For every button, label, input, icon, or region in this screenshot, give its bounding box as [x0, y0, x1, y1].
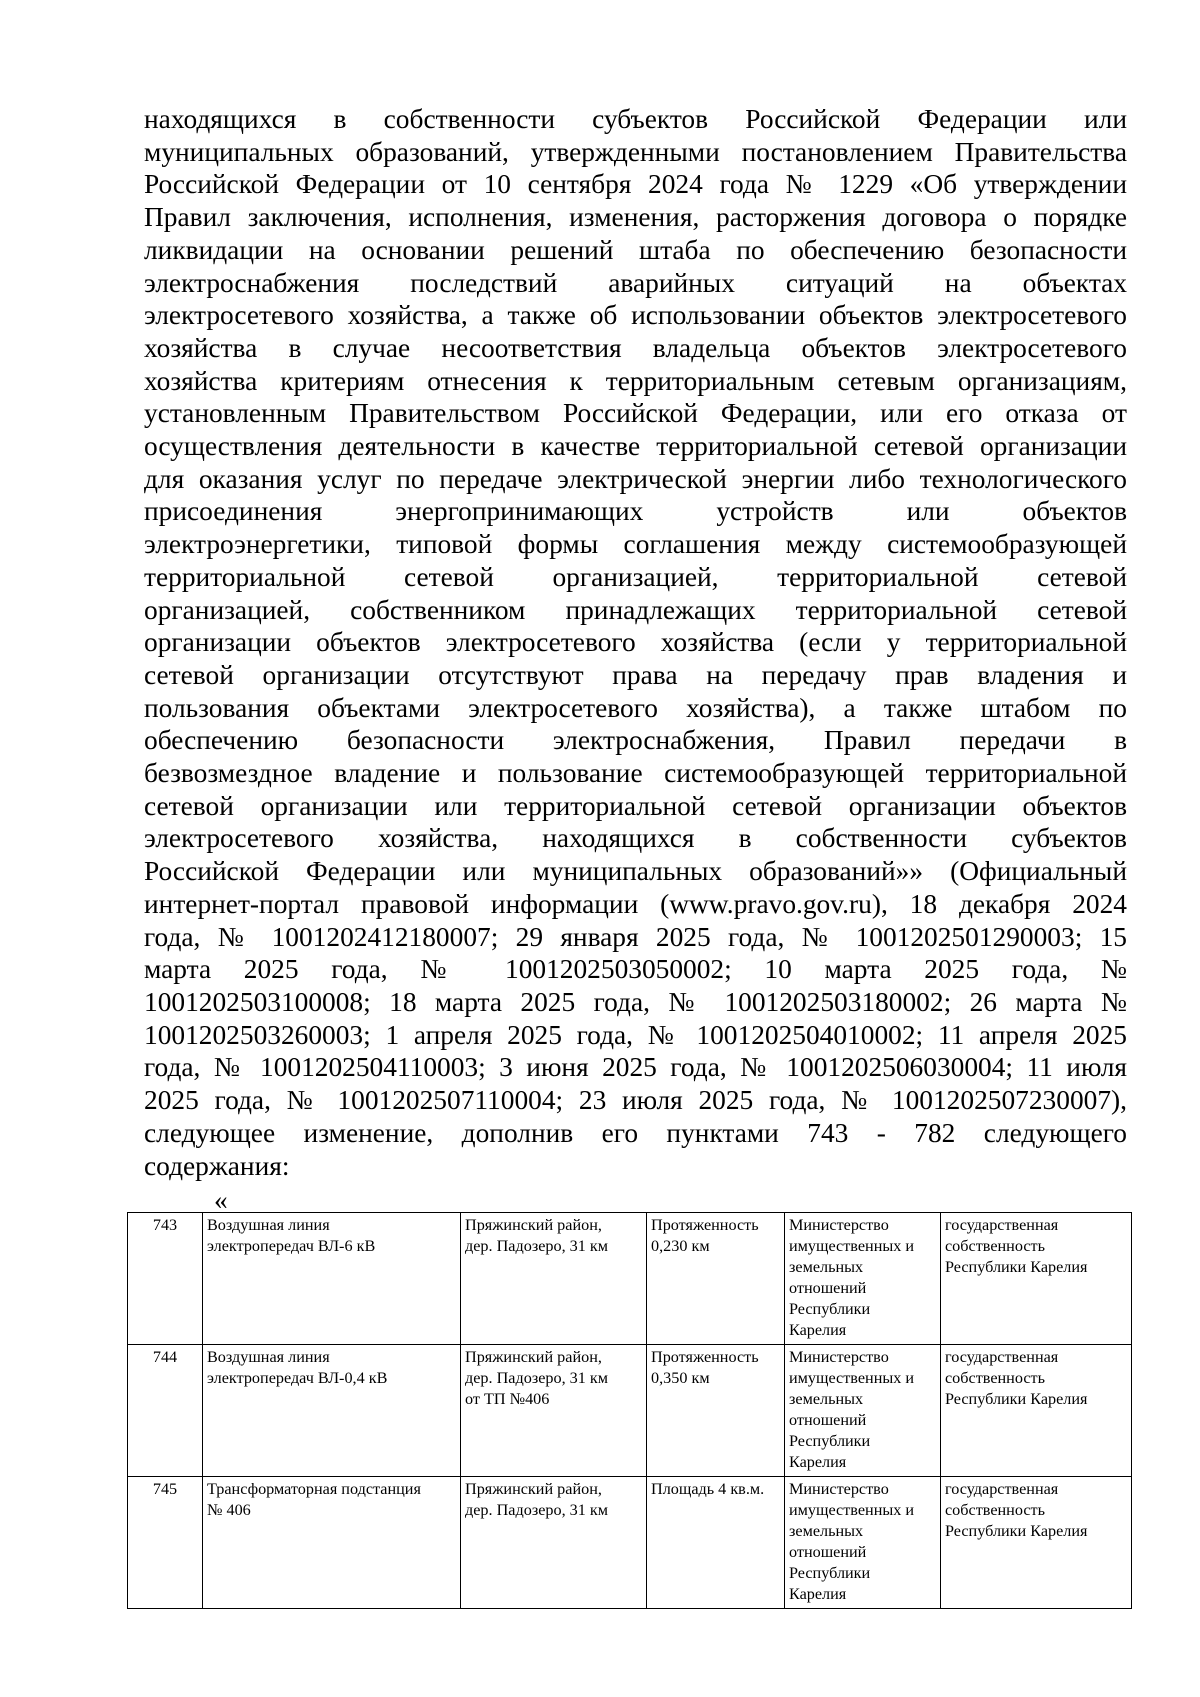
paragraph-line: электроэнергетики, типовой формы соглашения между системообразующей	[144, 529, 1127, 560]
paragraph-line: электросетевого хозяйства, а также об использовании объектов электросетевого	[144, 300, 1127, 331]
cell-text-line: отношений	[789, 1279, 867, 1297]
paragraph-line: сетевой организации отсутствуют права на передачу прав владения и	[144, 659, 1127, 690]
cell-text-line: имущественных и	[789, 1369, 915, 1387]
cell-text-line: Республики Карелия	[945, 1522, 1088, 1540]
cell-text-line: Республики Карелия	[945, 1390, 1088, 1408]
object-name-cell	[203, 1345, 461, 1477]
cell-text-line: отношений	[789, 1543, 867, 1561]
paragraph-line: организации объектов электросетевого хозяйства (если у территориальной	[144, 627, 1127, 658]
cell-text-line: Республики	[789, 1432, 871, 1450]
paragraph-line: находящихся в собственности субъектов Российской Федерации или	[144, 104, 1127, 134]
table-row	[128, 1477, 1132, 1609]
cell-text-line: Карелия	[789, 1453, 847, 1471]
cell-text-line: 0,230 км	[651, 1237, 710, 1255]
paragraph-line: для оказания услуг по передаче электрической энергии либо технологического	[144, 463, 1127, 494]
paragraph-line: хозяйства в случае несоответствия владельца объектов электросетевого	[144, 332, 1127, 363]
paragraph-line: Правил заключения, исполнения, изменения, расторжения договора о порядке	[144, 202, 1127, 233]
cell-text-line: Республики Карелия	[945, 1258, 1088, 1276]
cell-text-line: Карелия	[789, 1321, 847, 1339]
cell-text-line: Воздушная линия	[207, 1348, 330, 1366]
object-location-cell	[461, 1477, 647, 1609]
paragraph-line: сетевой организации или территориальной сетевой организации объектов	[144, 790, 1127, 821]
registry-table-body	[128, 1213, 1132, 1609]
object-characteristic-cell	[647, 1477, 785, 1609]
paragraph-line: установленным Правительством Российской Федерации, или его отказа от	[144, 398, 1127, 429]
cell-text-line: собственность	[945, 1369, 1045, 1387]
cell-text-line: дер. Падозеро, 31 км	[465, 1369, 609, 1387]
paragraph-line: 1001202503100008; 18 марта 2025 года, № 1001202503180002; 26 марта №	[144, 986, 1127, 1017]
paragraph-line: электроснабжения последствий аварийных ситуаций на объектах	[144, 267, 1127, 298]
cell-text-line: государственная	[945, 1480, 1059, 1498]
paragraph-line: Российской Федерации от 10 сентября 2024 года № 1229 «Об утверждении	[144, 169, 1127, 200]
cell-text-line: дер. Падозеро, 31 км	[465, 1501, 609, 1519]
cell-text-line: Министерство	[789, 1480, 889, 1498]
object-characteristic-cell	[647, 1345, 785, 1477]
cell-text-line: Воздушная линия	[207, 1216, 330, 1234]
cell-text-line: электропередач ВЛ-0,4 кВ	[207, 1369, 388, 1387]
cell-text-line: государственная	[945, 1216, 1059, 1234]
cell-text-line: Министерство	[789, 1348, 889, 1366]
paragraph-line: безвозмездное владение и пользование системообразующей территориальной	[144, 758, 1127, 789]
cell-text-line: земельных	[789, 1522, 864, 1540]
property-registry-table	[127, 1212, 1132, 1609]
cell-text-line: Пряжинский район,	[465, 1480, 602, 1498]
row-number-cell: 743	[128, 1213, 203, 1345]
paragraph-line: осуществления деятельности в качестве территориальной сетевой организации	[144, 431, 1127, 462]
object-location-cell	[461, 1345, 647, 1477]
cell-text-line: имущественных и	[789, 1501, 915, 1519]
paragraph-line: марта 2025 года, № 1001202503050002; 10 марта 2025 года, №	[144, 954, 1127, 985]
cell-text-line: № 406	[207, 1501, 251, 1519]
cell-text-line: Пряжинский район,	[465, 1216, 602, 1234]
paragraph-line: интернет-портал правовой информации (www.pravo.gov.ru), 18 декабря 2024	[144, 888, 1127, 919]
object-name-cell	[203, 1477, 461, 1609]
cell-text-line: Трансформаторная подстанция	[207, 1480, 421, 1498]
paragraph-line: Российской Федерации или муниципальных образований»» (Официальный	[144, 856, 1127, 887]
cell-text-line: электропередач ВЛ-6 кВ	[207, 1237, 376, 1255]
object-location-cell	[461, 1213, 647, 1345]
paragraph-line: присоединения энергопринимающих устройств или объектов	[144, 496, 1127, 527]
rights-holder-cell	[785, 1477, 941, 1609]
object-name-cell	[203, 1213, 461, 1345]
cell-text-line: Протяженность	[651, 1216, 759, 1234]
cell-text-line: отношений	[789, 1411, 867, 1429]
rights-holder-cell	[785, 1345, 941, 1477]
paragraph-line: года, № 1001202412180007; 29 января 2025 года, № 1001202501290003; 15	[144, 921, 1127, 952]
body-paragraph	[144, 103, 1127, 1182]
paragraph-line: хозяйства критериям отнесения к территориальным сетевым организациям,	[144, 365, 1127, 396]
paragraph-line: ликвидации на основании решений штаба по обеспечению безопасности	[144, 234, 1127, 265]
cell-text-line: собственность	[945, 1501, 1045, 1519]
paragraph-line: организацией, собственником принадлежащих территориальной сетевой	[144, 594, 1127, 625]
table-row	[128, 1213, 1132, 1345]
paragraph-line: содержания:	[144, 1150, 290, 1181]
paragraph-line: следующее изменение, дополнив его пунктами 743 - 782 следующего	[144, 1117, 1127, 1148]
cell-text-line: Министерство	[789, 1216, 889, 1234]
paragraph-line: пользования объектами электросетевого хозяйства), а также штабом по	[144, 692, 1127, 723]
paragraph-line: 1001202503260003; 1 апреля 2025 года, № 1001202504010002; 11 апреля 2025	[144, 1019, 1127, 1050]
cell-text-line: собственность	[945, 1237, 1045, 1255]
table-row	[128, 1345, 1132, 1477]
ownership-type-cell	[941, 1477, 1132, 1609]
cell-text-line: Республики	[789, 1564, 871, 1582]
opening-quote-mark: «	[214, 1185, 228, 1215]
cell-text-line: Карелия	[789, 1585, 847, 1603]
cell-text-line: 0,350 км	[651, 1369, 710, 1387]
row-number-cell: 745	[128, 1477, 203, 1609]
cell-text-line: имущественных и	[789, 1237, 915, 1255]
paragraph-line: обеспечению безопасности электроснабжения, Правил передачи в	[144, 725, 1127, 756]
paragraph-line: территориальной сетевой организацией, территориальной сетевой	[144, 561, 1127, 592]
object-characteristic-cell	[647, 1213, 785, 1345]
paragraph-line: 2025 года, № 1001202507110004; 23 июля 2025 года, № 1001202507230007),	[144, 1085, 1127, 1116]
paragraph-line: электросетевого хозяйства, находящихся в собственности субъектов	[144, 823, 1127, 854]
cell-text-line: государственная	[945, 1348, 1059, 1366]
ownership-type-cell	[941, 1345, 1132, 1477]
ownership-type-cell	[941, 1213, 1132, 1345]
cell-text-line: Пряжинский район,	[465, 1348, 602, 1366]
paragraph-line: года, № 1001202504110003; 3 июня 2025 года, № 1001202506030004; 11 июля	[144, 1052, 1127, 1083]
cell-text-line: земельных	[789, 1258, 864, 1276]
cell-text-line: Протяженность	[651, 1348, 759, 1366]
cell-text-line: дер. Падозеро, 31 км	[465, 1237, 609, 1255]
cell-text-line: Площадь 4 кв.м.	[651, 1480, 765, 1498]
paragraph-line: муниципальных образований, утвержденными постановлением Правительства	[144, 136, 1127, 167]
row-number-cell: 744	[128, 1345, 203, 1477]
cell-text-line: от ТП №406	[465, 1390, 550, 1408]
rights-holder-cell	[785, 1213, 941, 1345]
cell-text-line: земельных	[789, 1390, 864, 1408]
cell-text-line: Республики	[789, 1300, 871, 1318]
